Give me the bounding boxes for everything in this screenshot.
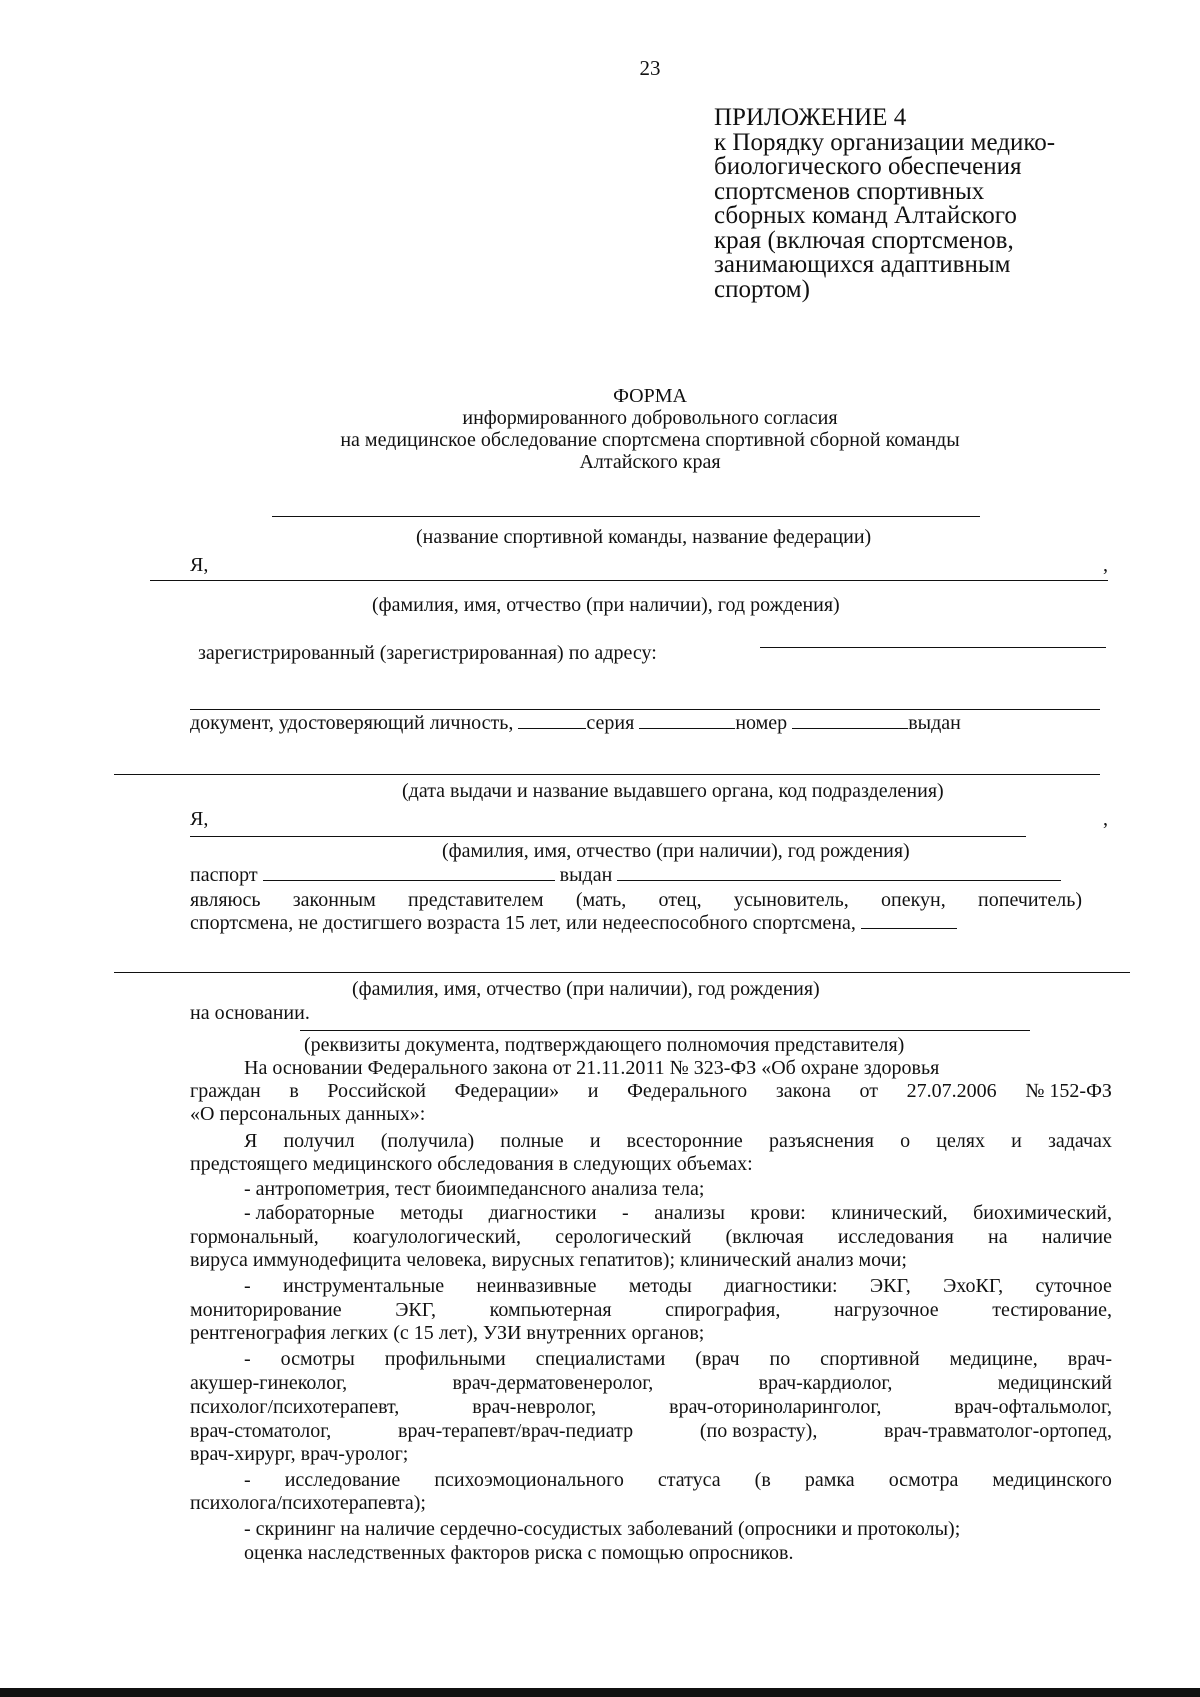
word: (в: [754, 1469, 771, 1491]
document-type-line[interactable]: [518, 714, 586, 729]
word: исследования: [837, 1226, 954, 1248]
word: Федерального: [627, 1080, 748, 1102]
word: диагностики:: [724, 1275, 838, 1297]
word: Российской: [327, 1080, 426, 1102]
word: полные: [500, 1130, 564, 1152]
document-label: документ, удостоверяющий личность,: [190, 712, 514, 734]
document-row: [190, 712, 961, 734]
word: диагностики: [488, 1202, 597, 1224]
word: попечитель): [978, 889, 1082, 911]
word: врач-травматолог-ортопед,: [884, 1420, 1112, 1442]
representative-line-2: [190, 912, 957, 934]
registered-label: зарегистрированный (зарегистрированная) по адресу:: [198, 642, 657, 664]
word: (получила): [380, 1130, 475, 1152]
word: ЭКГ,: [869, 1275, 911, 1297]
word: осмотра: [888, 1469, 959, 1491]
passport-label: паспорт: [190, 864, 258, 886]
passport-issued-label: выдан: [559, 864, 613, 886]
word: неинвазивные: [476, 1275, 597, 1297]
word: ЭхоКГ,: [943, 1275, 1004, 1297]
word: врач-: [1067, 1348, 1112, 1370]
word: акушер-гинеколог,: [190, 1372, 348, 1394]
word: Федерации»: [454, 1080, 560, 1102]
document-caption: (реквизиты документа, подтверждающего полномочия представителя): [304, 1034, 905, 1056]
series-label: серия: [586, 712, 635, 734]
word: целях: [936, 1130, 985, 1152]
address-line[interactable]: [760, 647, 1106, 648]
form-subtitle-line: информированного добровольного согласия: [462, 407, 838, 429]
annex-title: ПРИЛОЖЕНИЕ 4: [714, 104, 907, 131]
word: компьютерная: [489, 1299, 612, 1321]
word: задачах: [1047, 1130, 1112, 1152]
word: врач-кардиолог,: [758, 1372, 893, 1394]
word: ЭКГ,: [395, 1299, 437, 1321]
word: получил: [283, 1130, 355, 1152]
address-line-2[interactable]: [190, 709, 1100, 710]
representative-line: [190, 889, 1082, 911]
word: врач-невролог,: [472, 1396, 597, 1418]
word: медицине,: [949, 1348, 1038, 1370]
word: психолог/психотерапевт,: [190, 1396, 400, 1418]
word: -: [244, 1275, 251, 1297]
form-subtitle-line: на медицинское обследование спортсмена спортивной сборной команды: [340, 429, 960, 451]
team-name-line[interactable]: [272, 516, 980, 517]
word: (мать,: [575, 889, 627, 911]
word: медицинского: [992, 1469, 1112, 1491]
word: врач-офтальмолог,: [954, 1396, 1112, 1418]
word: в: [289, 1080, 299, 1102]
page-number: 23: [639, 56, 661, 80]
issue-details-line[interactable]: [114, 774, 1100, 775]
word: тестирование,: [992, 1299, 1112, 1321]
word: коагулологический,: [353, 1226, 521, 1248]
representative-text: спортсмена, не достигшего возраста 15 лет, или недееспособного спортсмена,: [190, 912, 856, 934]
word: и: [1011, 1130, 1022, 1152]
word: и: [589, 1130, 601, 1152]
word: клинический,: [831, 1202, 948, 1224]
list-item-lab-line-1: [244, 1202, 1112, 1224]
word: 27.07.2006: [906, 1080, 997, 1102]
word: (врач: [695, 1348, 740, 1370]
list-item-psycho-line-2: психолога/психотерапевта);: [190, 1492, 426, 1514]
word: методы: [400, 1202, 464, 1224]
word: статуса: [657, 1469, 721, 1491]
word: осмотры: [280, 1348, 355, 1370]
word: - лабораторные: [244, 1202, 375, 1224]
word: инструментальные: [282, 1275, 445, 1297]
annex-line: биологического обеспечения: [714, 153, 1022, 180]
comma-2: ,: [1103, 808, 1108, 830]
list-item-screening: - скрининг на наличие сердечно-сосудистых заболеваний (опросники и протоколы);: [244, 1518, 961, 1540]
fio-caption-2: (фамилия, имя, отчество (при наличии), год рождения): [442, 840, 910, 862]
word: № 152-ФЗ: [1025, 1080, 1112, 1102]
word: врач-стоматолог,: [190, 1420, 332, 1442]
athlete-name-line[interactable]: [861, 914, 957, 929]
word: -: [244, 1469, 251, 1491]
word: крови:: [750, 1202, 806, 1224]
passport-row: [190, 864, 1061, 886]
law-paragraph-line-2: [190, 1080, 1112, 1102]
law-paragraph-line-3: «О персональных данных»:: [190, 1103, 426, 1125]
word: психоэмоционального: [434, 1469, 624, 1491]
word: биохимический,: [973, 1202, 1112, 1224]
word: серологический: [555, 1226, 692, 1248]
number-line[interactable]: [792, 714, 908, 729]
word: на: [988, 1226, 1008, 1248]
word: профильными: [384, 1348, 506, 1370]
form-subtitle-line: Алтайского края: [579, 451, 721, 473]
issued-label: выдан: [908, 712, 961, 734]
word: (по возрасту),: [699, 1420, 818, 1442]
list-item-anthropometry: - антропометрия, тест биоимпедансного анализа тела;: [244, 1178, 705, 1200]
list-item-instrumental-line-3: рентгенография легких (с 15 лет), УЗИ внутренних органов;: [190, 1322, 705, 1344]
list-item-specialists-line-5: врач-хирург, врач-уролог;: [190, 1443, 409, 1465]
word: по: [769, 1348, 791, 1370]
list-item-instrumental-line-2: [190, 1299, 1112, 1321]
form-heading: [0, 385, 1200, 473]
word: наличие: [1041, 1226, 1112, 1248]
word: граждан: [190, 1080, 261, 1102]
word: (включая: [725, 1226, 804, 1248]
word: врач-терапевт/врач-педиатр: [398, 1420, 634, 1442]
word: специалистами: [535, 1348, 666, 1370]
word: представителем: [408, 889, 544, 911]
word: о: [900, 1130, 911, 1152]
word: нагрузочное: [833, 1299, 939, 1321]
ya-label-2: Я,: [190, 808, 209, 830]
word: методы: [628, 1275, 692, 1297]
fio-caption-3: (фамилия, имя, отчество (при наличии), год рождения): [352, 978, 820, 1000]
ya-label: Я,: [190, 554, 209, 576]
annex-line: сборных команд Алтайского: [714, 202, 1017, 229]
team-name-caption: (название спортивной команды, название федерации): [416, 526, 872, 548]
fio-line[interactable]: [150, 580, 1108, 581]
word: и: [587, 1080, 599, 1102]
word: -: [622, 1202, 629, 1224]
received-paragraph-line-2: предстоящего медицинского обследования в следующих объемах:: [190, 1153, 753, 1175]
fio-caption: (фамилия, имя, отчество (при наличии), год рождения): [372, 594, 840, 616]
page-bottom-border: [0, 1688, 1200, 1697]
word: гормональный,: [190, 1226, 319, 1248]
annex-line: к Порядку организации медико-: [714, 128, 1056, 156]
passport-line[interactable]: [263, 866, 555, 881]
issue-caption: (дата выдачи и название выдавшего органа, код подразделения): [402, 780, 944, 802]
list-item-lab-line-3: вируса иммунодефицита человека, вирусных гепатитов); клинический анализ мочи;: [190, 1249, 907, 1271]
word: законным: [292, 889, 376, 911]
word: медицинский: [997, 1372, 1112, 1394]
list-item-specialists-line-1: [244, 1348, 1112, 1370]
list-item-heredity: оценка наследственных факторов риска с помощью опросников.: [244, 1542, 794, 1564]
word: Я: [244, 1130, 258, 1152]
basis-label: на основании.: [190, 1002, 310, 1024]
word: являюсь: [190, 889, 261, 911]
word: суточное: [1035, 1275, 1112, 1297]
word: закона: [775, 1080, 831, 1102]
basis-line[interactable]: [300, 1030, 1030, 1031]
annex-line: спортом): [714, 275, 810, 303]
fio-line-2[interactable]: [190, 836, 1026, 837]
annex-block: [714, 106, 1055, 302]
list-item-specialists-line-3: [190, 1396, 1112, 1418]
word: от: [859, 1080, 879, 1102]
series-line[interactable]: [639, 714, 735, 729]
word: опекун,: [881, 889, 946, 911]
annex-line: края (включая спортсменов,: [714, 226, 1014, 254]
list-item-instrumental-line-1: [244, 1275, 1112, 1297]
list-item-specialists-line-2: [190, 1372, 1112, 1394]
comma: ,: [1103, 554, 1108, 576]
word: спортивной: [820, 1348, 920, 1370]
number-label: номер: [735, 712, 788, 734]
list-item-specialists-line-4: [190, 1420, 1112, 1442]
received-paragraph-line-1: [244, 1130, 1112, 1152]
list-item-psycho-line-1: [244, 1469, 1112, 1491]
list-item-lab-line-2: [190, 1226, 1112, 1248]
annex-line: занимающихся адаптивным: [714, 251, 1011, 278]
word: анализы: [654, 1202, 725, 1224]
word: усыновитель,: [733, 889, 849, 911]
word: врач-оториноларинголог,: [669, 1396, 882, 1418]
passport-issued-line[interactable]: [617, 866, 1061, 881]
word: разъяснения: [768, 1130, 874, 1152]
word: исследование: [284, 1469, 401, 1491]
word: -: [244, 1348, 251, 1370]
form-title: ФОРМА: [613, 385, 687, 407]
law-paragraph-line-1: На основании Федерального закона от 21.11.2011 № 323-ФЗ «Об охране здоровья: [244, 1057, 940, 1079]
word: спирография,: [665, 1299, 781, 1321]
annex-line: спортсменов спортивных: [714, 177, 985, 205]
word: врач-дерматовенеролог,: [452, 1372, 654, 1394]
word: отец,: [658, 889, 702, 911]
word: рамка: [804, 1469, 855, 1491]
athlete-fio-line[interactable]: [114, 972, 1130, 973]
word: мониторирование: [190, 1299, 342, 1321]
word: всесторонние: [626, 1130, 743, 1152]
